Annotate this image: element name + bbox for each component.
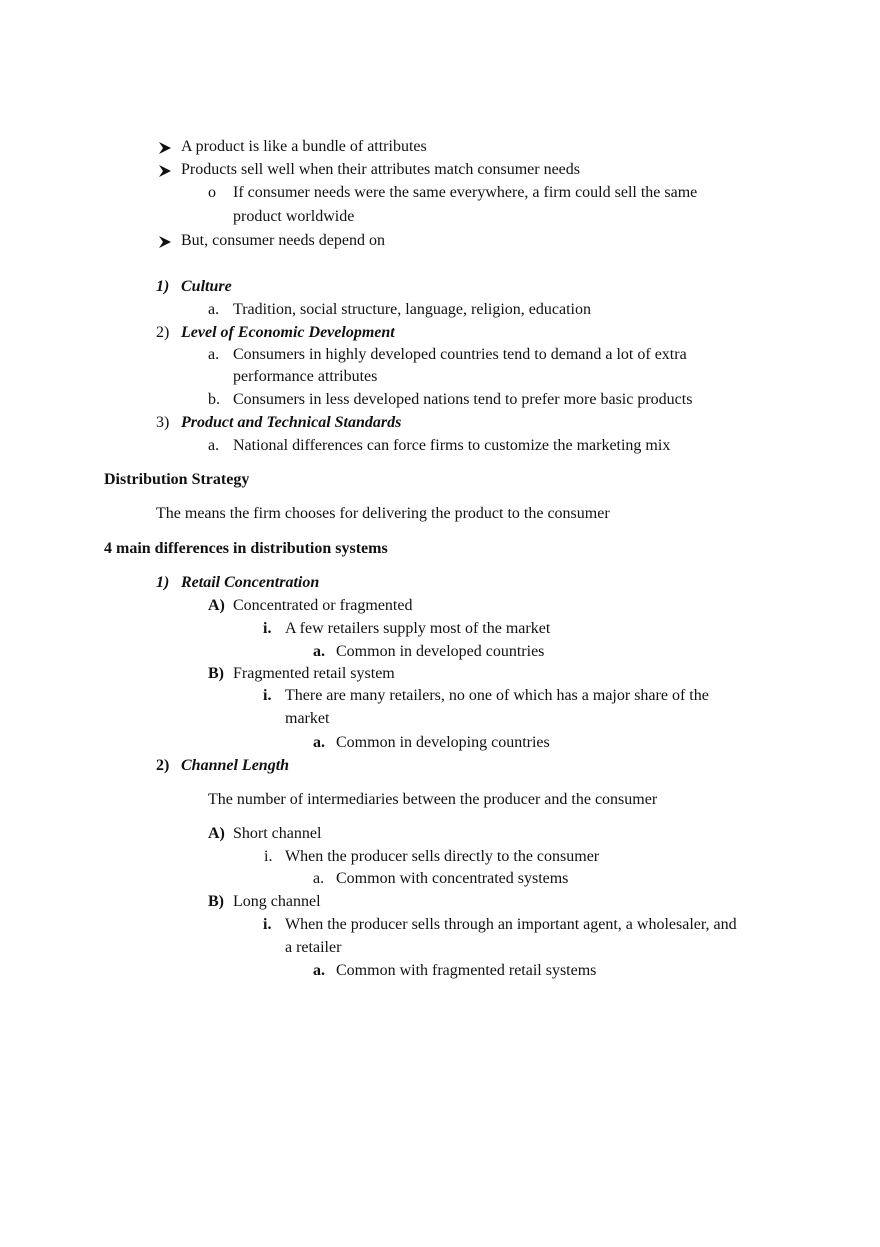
level-i-marker: i. bbox=[263, 916, 272, 933]
difference-definition: The number of intermediaries between the producer and the consumer bbox=[208, 791, 658, 808]
level-i-text: When the producer sells through an important agent, a wholesaler, and bbox=[285, 916, 737, 933]
level-i-text: There are many retailers, no one of which has a major share of the bbox=[285, 687, 709, 704]
level-i-text: A few retailers supply most of the market bbox=[285, 620, 551, 637]
factor-marker: 2) bbox=[156, 324, 170, 341]
arrow-bullet-icon bbox=[158, 141, 172, 155]
factor-title: Product and Technical Standards bbox=[181, 414, 402, 431]
item-marker: a. bbox=[208, 301, 220, 318]
level-b-text: Long channel bbox=[233, 893, 321, 910]
arrow-bullet-icon bbox=[158, 235, 172, 249]
level-a-sub-marker: a. bbox=[313, 870, 325, 887]
factor-title: Level of Economic Development bbox=[181, 324, 395, 341]
difference-title: Channel Length bbox=[181, 757, 290, 774]
level-a-sub-text: Common with concentrated systems bbox=[336, 870, 569, 887]
level-a-sub-text: Common in developed countries bbox=[336, 643, 545, 660]
bullet-text: But, consumer needs depend on bbox=[181, 232, 385, 249]
level-i-marker: i. bbox=[264, 848, 273, 865]
section-subheading: 4 main differences in distribution systems bbox=[104, 540, 388, 557]
sub-bullet-text: If consumer needs were the same everywhere, a firm could sell the same bbox=[233, 184, 698, 201]
level-a-sub-text: Common with fragmented retail systems bbox=[336, 962, 597, 979]
level-a-sub-marker: a. bbox=[313, 734, 325, 751]
sub-bullet-text-continued: product worldwide bbox=[233, 208, 355, 225]
level-a-marker: A) bbox=[208, 825, 225, 842]
sub-bullet-marker: o bbox=[208, 184, 216, 201]
item-marker: a. bbox=[208, 346, 220, 363]
arrow-bullet-icon bbox=[158, 164, 172, 178]
factor-marker: 3) bbox=[156, 414, 170, 431]
item-text: Consumers in less developed nations tend to prefer more basic products bbox=[233, 391, 693, 408]
difference-title: Retail Concentration bbox=[181, 574, 320, 591]
level-i-text: When the producer sells directly to the consumer bbox=[285, 848, 600, 865]
level-i-text-continued: market bbox=[285, 710, 330, 727]
section-heading: Distribution Strategy bbox=[104, 471, 250, 488]
level-b-marker: B) bbox=[208, 893, 224, 910]
item-text: Tradition, social structure, language, religion, education bbox=[233, 301, 591, 318]
section-definition: The means the firm chooses for delivering the product to the consumer bbox=[156, 505, 610, 522]
bullet-text: A product is like a bundle of attributes bbox=[181, 138, 427, 155]
item-marker: a. bbox=[208, 437, 220, 454]
item-text-continued: performance attributes bbox=[233, 368, 378, 385]
level-b-text: Fragmented retail system bbox=[233, 665, 395, 682]
item-text: Consumers in highly developed countries tend to demand a lot of extra bbox=[233, 346, 687, 363]
factor-marker: 1) bbox=[156, 278, 170, 295]
level-i-marker: i. bbox=[263, 620, 272, 637]
level-a-text: Short channel bbox=[233, 825, 322, 842]
bullet-text: Products sell well when their attributes match consumer needs bbox=[181, 161, 581, 178]
factor-title: Culture bbox=[181, 278, 232, 295]
level-b-marker: B) bbox=[208, 665, 224, 682]
level-a-sub-marker: a. bbox=[313, 962, 325, 979]
difference-marker: 1) bbox=[156, 574, 170, 591]
level-a-text: Concentrated or fragmented bbox=[233, 597, 413, 614]
difference-marker: 2) bbox=[156, 757, 170, 774]
level-a-sub-marker: a. bbox=[313, 643, 325, 660]
item-marker: b. bbox=[208, 391, 220, 408]
level-i-marker: i. bbox=[263, 687, 272, 704]
level-a-marker: A) bbox=[208, 597, 225, 614]
level-a-sub-text: Common in developing countries bbox=[336, 734, 550, 751]
item-text: National differences can force firms to customize the marketing mix bbox=[233, 437, 671, 454]
level-i-text-continued: a retailer bbox=[285, 939, 342, 956]
